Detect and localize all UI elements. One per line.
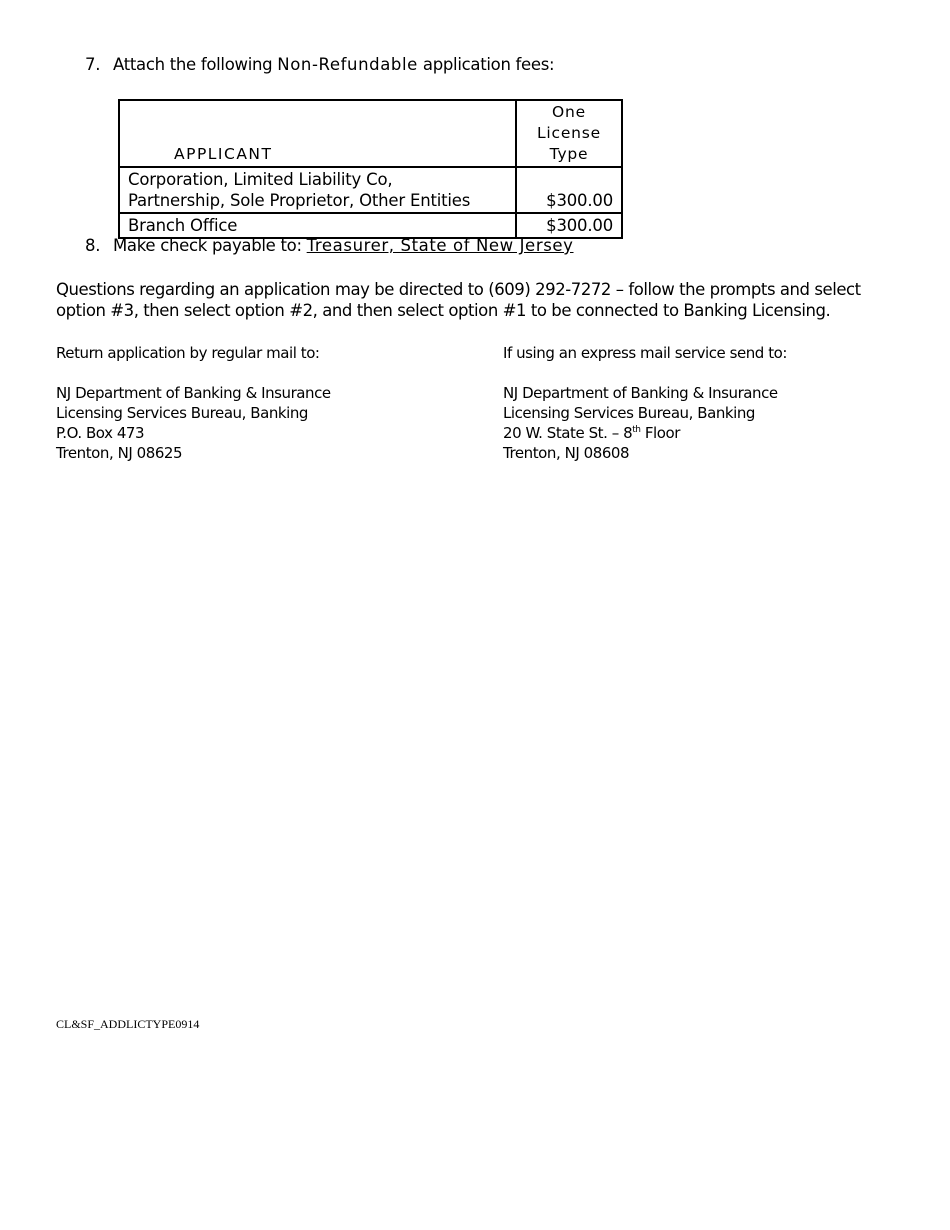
address-line: [503, 423, 787, 443]
address-line: Licensing Services Bureau, Banking: [503, 404, 755, 422]
address-line: NJ Department of Banking & Insurance: [503, 384, 778, 402]
table-row: [119, 213, 622, 238]
address-line: Licensing Services Bureau, Banking: [56, 404, 308, 422]
address-line: Trenton, NJ 08608: [503, 444, 630, 462]
item-8: [85, 236, 574, 255]
fee-cell: $300.00: [516, 213, 622, 238]
questions-paragraph: Questions regarding an application may be directed to (609) 292-7272 – follow the prompts and select option #3, then select option #2, and then select option #1 to be connected to Banking Licensing.: [56, 280, 861, 320]
item-7-emphasis: Non-Refundable: [277, 55, 418, 74]
express-mail-heading: If using an express mail service send to:: [503, 344, 787, 362]
regular-mail-address: [56, 343, 331, 463]
applicant-line2: Partnership, Sole Proprietor, Other Entities: [128, 191, 471, 210]
header-type-line1: One: [552, 103, 586, 121]
regular-mail-heading: Return application by regular mail to:: [56, 344, 320, 362]
fee-table-header: [119, 100, 622, 167]
express-mail-address: [503, 343, 787, 463]
header-license-type: [516, 100, 622, 167]
address-line: Trenton, NJ 08625: [56, 444, 183, 462]
item-8-text: Make check payable to:: [113, 236, 302, 255]
fee-table: [118, 99, 623, 239]
header-applicant: APPLICANT: [119, 100, 516, 167]
applicant-cell: Branch Office: [119, 213, 516, 238]
item-7: [85, 55, 554, 74]
fee-cell: $300.00: [516, 167, 622, 213]
address-line: P.O. Box 473: [56, 424, 145, 442]
item-7-number: 7.: [85, 55, 101, 74]
item-8-number: 8.: [85, 236, 101, 255]
address-floor: Floor: [640, 424, 680, 442]
address-line: NJ Department of Banking & Insurance: [56, 384, 331, 402]
address-street: 20 W. State St. – 8: [503, 424, 633, 442]
form-code: CL&SF_ADDLICTYPE0914: [56, 1017, 200, 1031]
table-row: [119, 167, 622, 213]
applicant-line1: Corporation, Limited Liability Co,: [128, 170, 393, 189]
floor-ordinal-suffix: th: [632, 425, 641, 435]
payee-name: Treasurer, State of New Jersey: [306, 236, 574, 255]
item-7-text-after: application fees:: [422, 55, 555, 74]
item-7-text-before: Attach the following: [113, 55, 273, 74]
header-type-line2: License Type: [536, 124, 602, 163]
applicant-cell: [119, 167, 516, 213]
